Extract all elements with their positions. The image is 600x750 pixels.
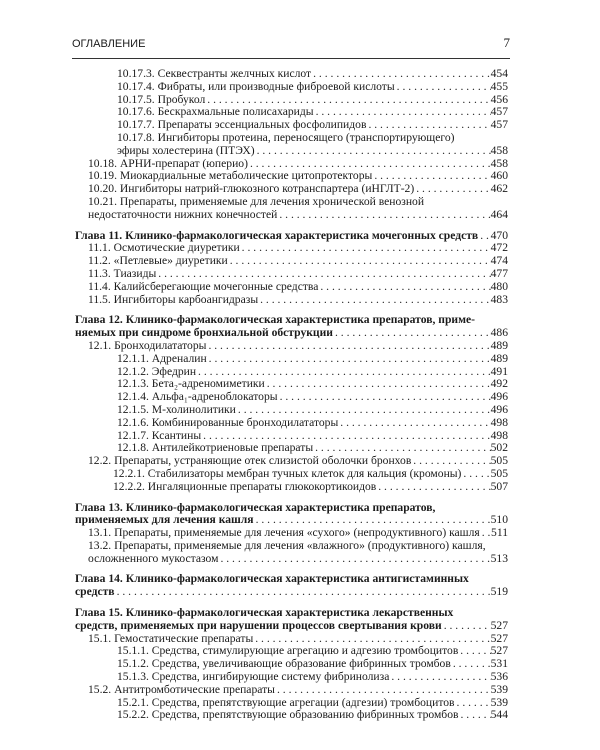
toc-page-number: 498 (490, 415, 508, 429)
toc-entry-line (88, 196, 508, 209)
dot-leader (255, 145, 491, 158)
toc-page-number: 455 (490, 79, 508, 93)
toc-entry-title: 15.1.2. Средства, увеличивающие образование фибринных тромбов (117, 657, 451, 671)
toc-chapter-entry[interactable] (75, 573, 508, 599)
toc-entry-title: 13.2. Препараты, применяемые для лечения «влажного» (продуктивного) кашля, (88, 538, 486, 552)
dot-leader (414, 183, 490, 196)
toc-entry-line (113, 468, 508, 481)
toc-entry-title: 13.1. Препараты, применяемые для лечения «сухого» (непродуктивного) кашля (88, 526, 480, 540)
dot-leader (206, 340, 490, 353)
toc-entry-line (117, 671, 508, 684)
toc-section-entry[interactable] (75, 671, 508, 684)
toc-page-number: 505 (490, 454, 508, 468)
toc-page-number: 539 (490, 682, 508, 696)
toc-page-number: 489 (490, 338, 508, 352)
dot-leader (395, 81, 491, 94)
toc-entry-title: няемых при синдроме бронхиальной обструкции (75, 326, 333, 340)
toc-section-entry[interactable] (75, 684, 508, 697)
toc-entry-line (117, 145, 508, 158)
toc-entry-line (117, 353, 508, 366)
toc-entry-line (117, 404, 508, 417)
dot-leader (389, 671, 490, 684)
dot-leader (376, 481, 490, 494)
toc-page-number: 454 (490, 67, 508, 80)
toc-page-number: 492 (490, 377, 508, 391)
toc-page-number: 483 (490, 292, 508, 306)
toc-entry-title: 11.4. Калийсберегающие мочегонные средства (88, 279, 319, 293)
dot-leader (236, 404, 491, 417)
toc-entry-title: 12.2. Препараты, устраняющие отек слизистой оболочки бронхов (88, 454, 412, 468)
toc-entry-title: 15.2. Антитромботические препараты (88, 682, 275, 696)
toc-page-number: 456 (490, 92, 508, 106)
dot-leader (411, 455, 490, 468)
toc-entry-title: 11.2. «Петлевые» диуретики (88, 254, 228, 268)
toc-section-entry[interactable] (75, 455, 508, 468)
toc-page-number: 527 (490, 618, 508, 632)
toc-entry-title: 11.5. Ингибиторы карбоангидразы (88, 292, 259, 306)
toc-page-number: 458 (490, 156, 508, 170)
toc-entry-title: 10.19. Миокардиальные метаболические цитопротекторы (88, 169, 373, 183)
toc-entry-title: применяемых для лечения кашля (75, 513, 254, 527)
toc-entry-title: Глава 11. Клинико-фармакологическая характеристика мочегонных средств (75, 228, 479, 242)
toc-section-entry[interactable] (75, 540, 508, 566)
toc-section-entry[interactable] (75, 132, 508, 158)
toc-page-number: 511 (491, 526, 508, 540)
toc-entry-line (88, 294, 508, 307)
toc-section-entry[interactable] (75, 527, 508, 540)
toc-entry-line (117, 709, 508, 722)
toc-section-entry[interactable] (75, 196, 508, 222)
toc-entry-title: 11.3. Тиазиды (88, 266, 157, 280)
toc-section-entry[interactable] (75, 417, 508, 430)
dot-leader (258, 294, 491, 307)
toc-page-number: 519 (490, 585, 508, 599)
toc-entry-line (88, 209, 508, 222)
toc-page-number: 477 (490, 266, 508, 280)
toc-entry-title: Глава 12. Клинико-фармакологическая характеристика препаратов, приме- (75, 313, 475, 327)
toc-entry-line (88, 455, 508, 468)
toc-entry-line (117, 391, 508, 404)
toc-entry-title: 15.2.1. Средства, препятствующие агрегации (адгезии) тромбоцитов (117, 695, 455, 709)
toc-entry-line (88, 553, 508, 566)
toc-page-number: 457 (490, 105, 508, 119)
toc-page-number: 489 (490, 351, 508, 365)
toc-entry-title: 15.1. Гемостатические препараты (88, 631, 254, 645)
toc-section-entry[interactable] (75, 68, 508, 81)
toc-page-number: 470 (490, 228, 508, 242)
toc-page-number: 480 (490, 279, 508, 293)
toc-page-number: 507 (490, 479, 508, 493)
toc-entry-title: 12.1.3. Бета₂-адреномиметики (117, 377, 265, 391)
toc-page-number: 513 (490, 551, 508, 565)
toc-section-entry[interactable] (75, 353, 508, 366)
dot-leader (277, 209, 490, 222)
toc-entry-title: 12.2.1. Стабилизаторы мембран тучных клеток для кальция (кромоны) (113, 466, 462, 480)
dot-leader (228, 255, 491, 268)
toc-chapter-entry[interactable] (75, 314, 508, 340)
toc-page-number: 464 (490, 207, 508, 221)
dot-leader (207, 353, 491, 366)
toc-page-number: 539 (490, 695, 508, 709)
toc-page-number: 462 (490, 182, 508, 196)
toc-page-number: 502 (490, 441, 508, 455)
toc-entry-title: средств, применяемых при нарушении процессов свертывания крови (75, 618, 442, 632)
dot-leader (115, 586, 491, 599)
toc-page-number: 457 (490, 118, 508, 132)
toc-section-entry[interactable] (75, 709, 508, 722)
toc-entry-title: 15.1.1. Средства, стимулирующие агрегацию и адгезию тромбоцитов (117, 644, 459, 658)
dot-leader (442, 620, 491, 633)
toc-entry-title: 10.21. Препараты, применяемые для лечения хронической венозной (88, 194, 425, 208)
toc-entry-title: 12.1.7. Ксантины (117, 428, 202, 442)
dot-leader (156, 268, 490, 281)
toc-entry-line (88, 684, 508, 697)
toc-entry-line (88, 540, 508, 553)
toc-entry-line (88, 527, 508, 540)
toc-entry-title: Глава 13. Клинико-фармакологическая характеристика препаратов, (75, 500, 436, 514)
header-title: ОГЛАВЛЕНИЕ (72, 38, 146, 50)
toc-page-number: 460 (490, 169, 508, 183)
toc-entry-title: 12.2.2. Ингаляционные препараты глюкокортикоидов (113, 479, 377, 493)
toc-entry-title: 12.1.8. Антилейкотриеновые препараты (117, 441, 314, 455)
toc-section-entry[interactable] (75, 294, 508, 307)
toc-page-number: 536 (490, 670, 508, 684)
toc-page-number: 510 (490, 513, 508, 527)
toc-entry-title: эфиры холестерина (ПТЭХ) (117, 143, 255, 157)
toc-entry-title: 12.1.5. М-холинолитики (117, 402, 236, 416)
toc-entry-title: недостаточности нижних конечностей (88, 207, 278, 221)
page-number: 7 (503, 35, 510, 50)
toc-entry-title: 10.17.7. Препараты эссенциальных фосфолипидов (117, 118, 367, 132)
toc-page-number: 505 (490, 466, 508, 480)
dot-leader (338, 417, 490, 430)
toc-page-number: 458 (490, 143, 508, 157)
toc-entry-title: 10.17.3. Секвестранты желчных кислот (117, 67, 312, 80)
toc-entry-title: 12.1.4. Альфа₁-адреноблокаторы (117, 390, 278, 404)
toc-chapter-entry[interactable] (75, 502, 508, 528)
table-of-contents (75, 68, 508, 722)
toc-page-number: 527 (490, 644, 508, 658)
toc-entry-line (117, 81, 508, 94)
header-rule (72, 58, 510, 59)
toc-page-number: 527 (490, 631, 508, 645)
dot-leader (218, 553, 490, 566)
toc-entry-title: осложненного мукостазом (88, 551, 219, 565)
toc-entry-line (117, 417, 508, 430)
dot-leader (458, 709, 490, 722)
dot-leader (240, 242, 491, 255)
toc-entry-title: 10.17.6. Бескрахмальные полисахариды (117, 105, 314, 119)
running-header (72, 35, 510, 51)
dot-leader (318, 281, 490, 294)
toc-entry-line (75, 607, 508, 620)
dot-leader (275, 684, 491, 697)
toc-page-number: 531 (490, 657, 508, 671)
dot-leader (451, 658, 491, 671)
toc-entry-title: 12.1. Бронходилататоры (88, 338, 207, 352)
toc-entry-title: 10.17.4. Фибраты, или производные фиброевой кислоты (117, 79, 395, 93)
dot-leader (333, 327, 491, 340)
toc-entry-line (113, 481, 508, 494)
toc-page-number: 544 (490, 708, 508, 722)
toc-entry-title: Глава 15. Клинико-фармакологическая характеристика лекарственных (75, 606, 454, 620)
toc-entry-title: средств (75, 585, 115, 599)
toc-entry-title: 10.18. АРНИ-препарат (юперио) (88, 156, 248, 170)
toc-entry-title: 12.1.2. Эфедрин (117, 364, 197, 378)
dot-leader (480, 527, 491, 540)
toc-page-number: 496 (490, 390, 508, 404)
toc-section-entry[interactable] (75, 391, 508, 404)
toc-page-number: 496 (490, 402, 508, 416)
toc-chapter-entry[interactable] (75, 607, 508, 633)
toc-entry-title: 10.17.8. Ингибиторы протеина, переносящего (транспортирующего) (117, 130, 455, 144)
dot-leader (478, 230, 490, 243)
toc-entry-line (75, 620, 508, 633)
toc-entry-line (75, 573, 508, 586)
toc-entry-title: 11.1. Осмотические диуретики (88, 241, 240, 255)
toc-page-number: 491 (490, 364, 508, 378)
dot-leader (455, 697, 491, 710)
toc-section-entry[interactable] (75, 468, 508, 481)
toc-section-entry[interactable] (75, 268, 508, 281)
toc-entry-title: 10.17.5. Пробукол (117, 92, 206, 106)
toc-entry-title: 15.1.3. Средства, ингибирующие систему фибринолиза (117, 670, 390, 684)
dot-leader (265, 378, 491, 391)
toc-section-entry[interactable] (75, 281, 508, 294)
toc-page-number: 474 (490, 254, 508, 268)
toc-page-number: 472 (490, 241, 508, 255)
toc-entry-line (88, 340, 508, 353)
toc-section-entry[interactable] (75, 404, 508, 417)
toc-entry-title: 12.1.6. Комбинированные бронходилататоры (117, 415, 339, 429)
toc-entry-line (117, 68, 508, 81)
dot-leader (461, 468, 490, 481)
dot-leader (311, 68, 490, 81)
toc-entry-title: 10.20. Ингибиторы натрий-глюкозного котранспартера (иНГЛТ-2) (88, 182, 415, 196)
toc-entry-line (88, 268, 508, 281)
toc-entry-line (75, 586, 508, 599)
toc-section-entry[interactable] (75, 340, 508, 353)
toc-section-entry[interactable] (75, 481, 508, 494)
toc-section-entry[interactable] (75, 81, 508, 94)
toc-page-number: 498 (490, 428, 508, 442)
toc-entry-line (88, 281, 508, 294)
toc-entry-line (117, 132, 508, 145)
dot-leader (278, 391, 491, 404)
toc-entry-title: Глава 14. Клинико-фармакологическая характеристика антигистаминных (75, 572, 469, 586)
toc-entry-title: 15.2.2. Средства, препятствующие образованию фибринных тромбов (117, 708, 459, 722)
toc-page-number: 486 (490, 326, 508, 340)
toc-entry-title: 12.1.1. Адреналин (117, 351, 207, 365)
dot-leader (458, 645, 490, 658)
